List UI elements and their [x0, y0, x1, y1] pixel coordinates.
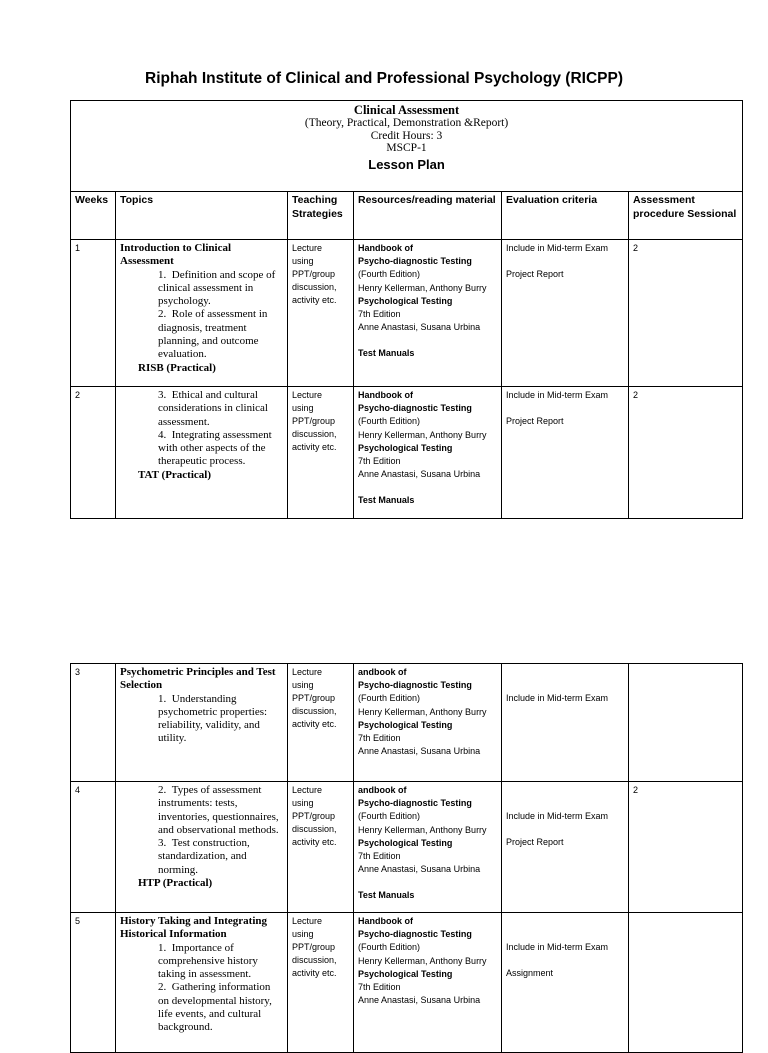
- strategy-cell: Lecture using PPT/group discussion, activity etc.: [288, 387, 354, 519]
- week-number: 1: [71, 240, 116, 387]
- lesson-plan-label: Lesson Plan: [368, 156, 445, 172]
- topic-title: History Taking and Integrating Historical Information: [120, 915, 268, 941]
- week-number: 5: [71, 913, 116, 1053]
- table-row: [71, 387, 743, 519]
- topics-cell: [116, 782, 288, 913]
- strategy-cell: Lecture using PPT/group discussion, activity etc.: [288, 913, 354, 1053]
- col-header-topics: Topics: [116, 192, 288, 240]
- topic-list: [120, 942, 283, 1035]
- institute-title: Riphah Institute of Clinical and Professional Psychology (RICPP): [145, 70, 623, 87]
- topics-cell: [116, 664, 288, 782]
- assessment-cell: [629, 664, 743, 782]
- col-header-strategies: Teaching Strategies: [288, 192, 354, 240]
- practical-label: RISB (Practical): [138, 361, 216, 374]
- table-row: [71, 913, 743, 1053]
- col-header-evaluation: Evaluation criteria: [502, 192, 629, 240]
- assessment-cell: [629, 913, 743, 1053]
- course-header: [71, 101, 743, 192]
- evaluation-cell: Include in Mid-term Exam Project Report: [502, 782, 629, 913]
- list-item: 1. Definition and scope of clinical assessment in psychology.: [158, 268, 276, 308]
- topics-cell: [116, 913, 288, 1053]
- week-number: 3: [71, 664, 116, 782]
- topic-list: [120, 693, 283, 746]
- col-header-assessment: Assessment procedure Sessional: [629, 192, 743, 240]
- list-item: 3. Ethical and cultural considerations in clinical assessment.: [158, 389, 268, 428]
- topics-cell: [116, 387, 288, 519]
- resources-cell: Handbook of Psycho-diagnostic Testing (Fourth Edition) Henry Kellerman, Anthony Burry Psychological Testing 7th Edition Anne Anastasi, Susana Urbina Test Manuals: [354, 240, 502, 387]
- lesson-plan-table-page2: [70, 663, 743, 1053]
- column-header-row: [71, 192, 743, 240]
- course-components: (Theory, Practical, Demonstration &Report): [304, 117, 509, 129]
- week-number: 4: [71, 782, 116, 913]
- resources-cell: Handbook of Psycho-diagnostic Testing (Fourth Edition) Henry Kellerman, Anthony Burry Psychological Testing 7th Edition Anne Anastasi, Susana Urbina Test Manuals: [354, 387, 502, 519]
- col-header-weeks: Weeks: [71, 192, 116, 240]
- assessment-cell: 2: [629, 240, 743, 387]
- table-row: [71, 664, 743, 782]
- practical-label: HTP (Practical): [138, 877, 213, 890]
- assessment-cell: 2: [629, 782, 743, 913]
- topic-list: [120, 269, 283, 362]
- table-row: [71, 240, 743, 387]
- topic-list: [120, 784, 283, 877]
- resources-cell: Handbook of Psycho-diagnostic Testing (Fourth Edition) Henry Kellerman, Anthony Burry Psychological Testing 7th Edition Anne Anastasi, Susana Urbina: [354, 913, 502, 1053]
- col-header-resources: Resources/reading material: [354, 192, 502, 240]
- topic-title: Introduction to Clinical Assessment: [120, 242, 232, 268]
- resources-cell: andbook of Psycho-diagnostic Testing (Fourth Edition) Henry Kellerman, Anthony Burry Psychological Testing 7th Edition Anne Anastasi, Susana Urbina Test Manuals: [354, 782, 502, 913]
- strategy-cell: Lecture using PPT/group discussion, activity etc.: [288, 664, 354, 782]
- evaluation-cell: Include in Mid-term Exam Assignment: [502, 913, 629, 1053]
- list-item: 2. Role of assessment in diagnosis, treatment planning, and outcome evaluation.: [158, 308, 268, 361]
- strategy-cell: Lecture using PPT/group discussion, activity etc.: [288, 782, 354, 913]
- table-row: [71, 782, 743, 913]
- program-code: MSCP-1: [386, 142, 427, 154]
- evaluation-cell: Include in Mid-term Exam Project Report: [502, 240, 629, 387]
- practical-label: TAT (Practical): [138, 468, 212, 481]
- course-title: Clinical Assessment: [353, 103, 460, 117]
- lesson-plan-table-page1: [70, 100, 743, 519]
- resources-cell: andbook of Psycho-diagnostic Testing (Fourth Edition) Henry Kellerman, Anthony Burry Psychological Testing 7th Edition Anne Anastasi, Susana Urbina: [354, 664, 502, 782]
- strategy-cell: Lecture using PPT/group discussion, activity etc.: [288, 240, 354, 387]
- topics-cell: [116, 240, 288, 387]
- list-item: 2. Types of assessment instruments: tests, inventories, questionnaires, and observational methods.: [158, 784, 279, 836]
- list-item: 2. Gathering information on developmental history, life events, and cultural background.: [158, 981, 272, 1034]
- list-item: 1. Importance of comprehensive history taking in assessment.: [158, 941, 258, 981]
- week-number: 2: [71, 387, 116, 519]
- topic-title: Psychometric Principles and Test Selection: [120, 666, 276, 692]
- topic-list: [120, 389, 283, 469]
- credit-hours: Credit Hours: 3: [370, 129, 443, 142]
- list-item: 1. Understanding psychometric properties: reliability, validity, and utility.: [158, 692, 268, 745]
- evaluation-cell: Include in Mid-term Exam: [502, 664, 629, 782]
- list-item: 4. Integrating assessment with other aspects of the therapeutic process.: [158, 428, 272, 468]
- list-item: 3. Test construction, standardization, and norming.: [158, 837, 250, 876]
- assessment-cell: 2: [629, 387, 743, 519]
- evaluation-cell: Include in Mid-term Exam Project Report: [502, 387, 629, 519]
